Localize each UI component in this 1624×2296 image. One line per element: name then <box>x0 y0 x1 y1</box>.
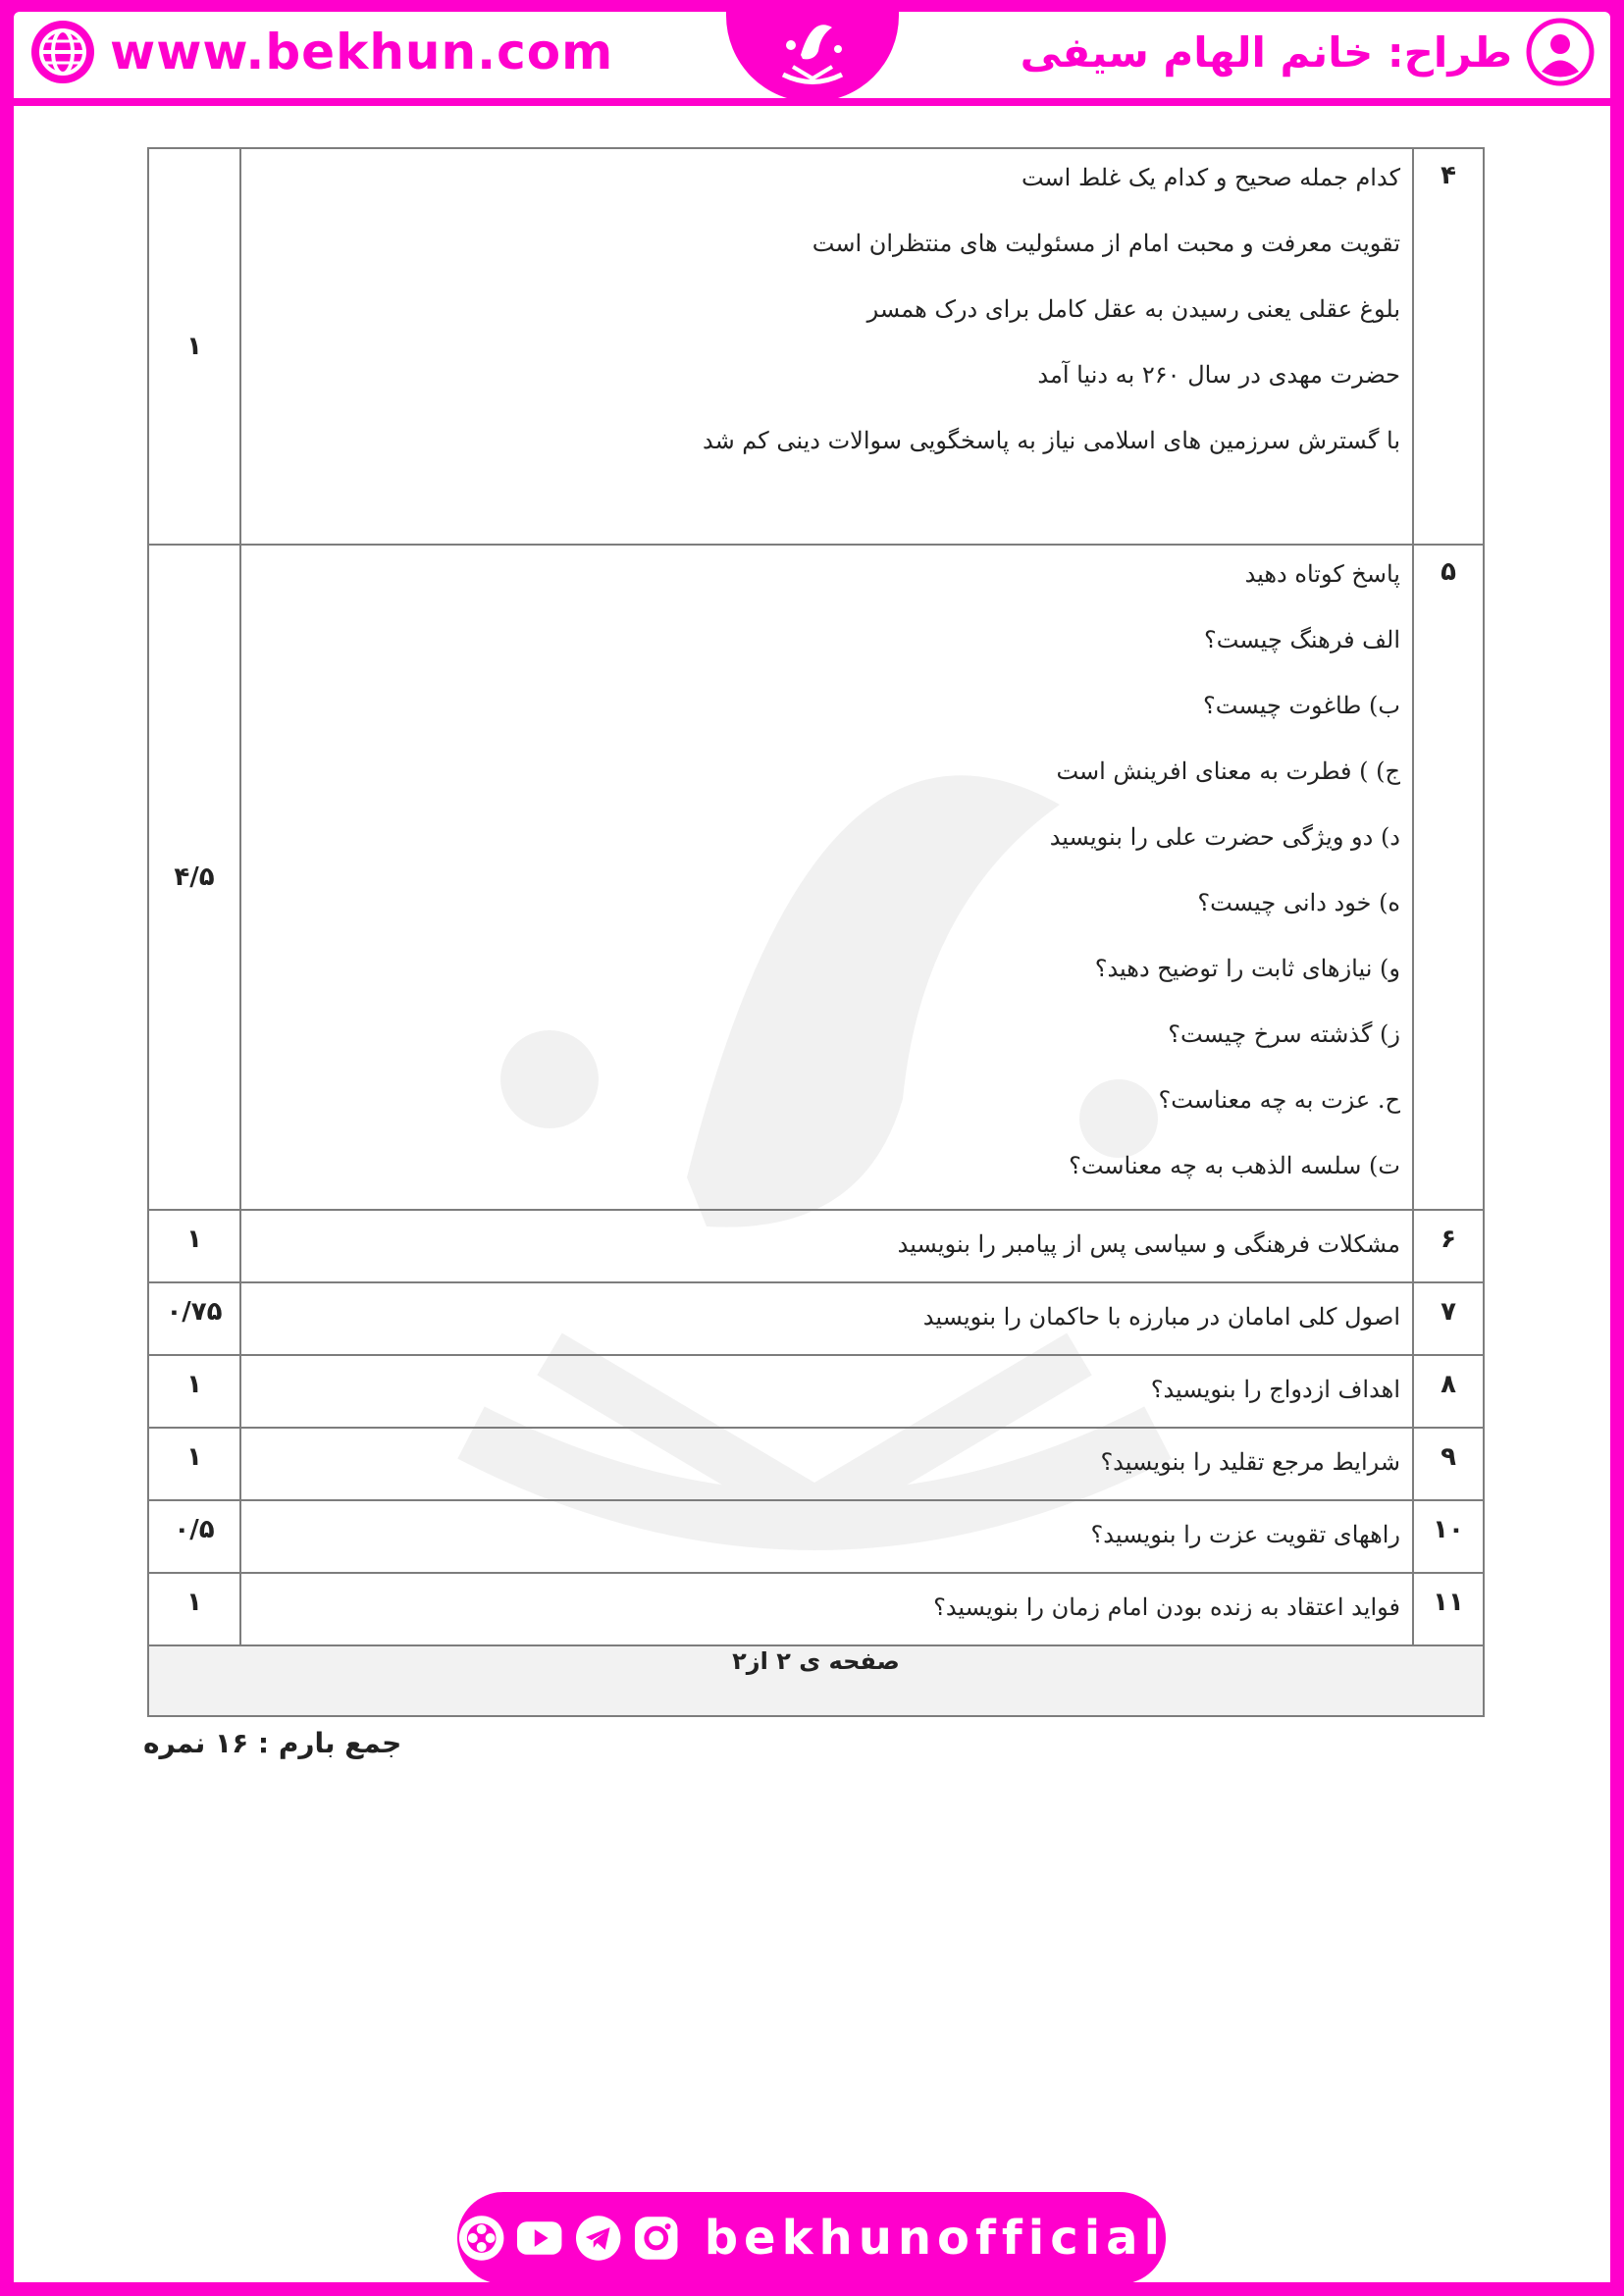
exam-table <box>147 147 1485 1717</box>
instagram-icon[interactable] <box>632 2214 680 2263</box>
user-icon <box>1526 18 1595 86</box>
question-line: اهداف ازدواج را بنویسید؟ <box>1150 1376 1400 1403</box>
question-text <box>240 1210 1413 1282</box>
question-row <box>148 1282 1484 1355</box>
question-line: ج) ) فطرت به معنای افرینش است <box>1056 757 1400 785</box>
logo-icon <box>763 6 862 96</box>
question-score: ۰/۷۵ <box>148 1282 240 1355</box>
question-score: ۱ <box>148 1428 240 1500</box>
question-text <box>240 1500 1413 1573</box>
question-line: اصول کلی امامان در مبارزه با حاکمان را بنویسید <box>922 1303 1400 1331</box>
question-row <box>148 1500 1484 1573</box>
question-line: ح. عزت به چه معناست؟ <box>1158 1086 1400 1114</box>
question-row <box>148 545 1484 1210</box>
question-row <box>148 1573 1484 1645</box>
question-line: پاسخ کوتاه دهید <box>1244 560 1400 588</box>
question-line: شرایط مرجع تقلید را بنویسید؟ <box>1100 1448 1400 1476</box>
question-text <box>240 1355 1413 1428</box>
question-line: الف فرهنگ چیست؟ <box>1204 626 1400 653</box>
question-text <box>240 148 1413 545</box>
question-number: ۱۰ <box>1413 1500 1484 1573</box>
page-footer-row <box>148 1645 1484 1716</box>
site-url[interactable]: www.bekhun.com <box>110 24 614 80</box>
designer-credit <box>1021 18 1595 86</box>
question-line: کدام جمله صحیح و کدام یک غلط است <box>1021 164 1400 191</box>
question-line: ب) طاغوت چیست؟ <box>1203 692 1400 719</box>
question-text <box>240 545 1413 1210</box>
question-line: د) دو ویژگی حضرت علی را بنویسید <box>1049 823 1400 851</box>
question-score: ۱ <box>148 148 240 545</box>
question-line: حضرت مهدی در سال ۲۶۰ به دنیا آمد <box>1037 361 1400 389</box>
question-number: ۸ <box>1413 1355 1484 1428</box>
question-line: و) نیازهای ثابت را توضیح دهید؟ <box>1094 955 1400 982</box>
question-line: بلوغ عقلی یعنی رسیدن به عقل کامل برای درک همسر <box>866 295 1400 323</box>
question-score: ۱ <box>148 1355 240 1428</box>
question-text <box>240 1428 1413 1500</box>
question-line: ز) گذشته سرخ چیست؟ <box>1168 1020 1400 1048</box>
question-score: ۴/۵ <box>148 545 240 1210</box>
question-number: ۵ <box>1413 545 1484 1210</box>
bottom-border <box>0 2282 1624 2296</box>
question-line: تقویت معرفت و محبت امام از مسئولیت های منتظران است <box>812 230 1400 257</box>
social-bar <box>457 2192 1166 2284</box>
question-row <box>148 1210 1484 1282</box>
question-line: فواید اعتقاد به زنده بودن امام زمان را بنویسید؟ <box>933 1593 1400 1621</box>
question-text <box>240 1573 1413 1645</box>
question-score: ۱ <box>148 1210 240 1282</box>
question-number: ۱۱ <box>1413 1573 1484 1645</box>
question-row <box>148 1428 1484 1500</box>
question-number: ۴ <box>1413 148 1484 545</box>
question-line: مشکلات فرهنگی و سیاسی پس از پیامبر را بنویسید <box>897 1230 1400 1258</box>
header-bar <box>0 0 1624 106</box>
social-handle[interactable]: bekhunofficial <box>704 2211 1166 2266</box>
site-link[interactable] <box>29 18 613 86</box>
telegram-icon[interactable] <box>574 2214 622 2263</box>
globe-icon <box>29 19 96 85</box>
aparat-icon[interactable] <box>457 2214 505 2263</box>
question-row <box>148 1355 1484 1428</box>
question-text <box>240 1282 1413 1355</box>
question-number: ۷ <box>1413 1282 1484 1355</box>
question-line: ت) سلسه الذهب به چه معناست؟ <box>1069 1152 1400 1179</box>
question-number: ۶ <box>1413 1210 1484 1282</box>
page-number: صفحه ی ۲ از۲ <box>148 1645 1484 1716</box>
question-score: ۰/۵ <box>148 1500 240 1573</box>
question-row <box>148 148 1484 545</box>
youtube-icon[interactable] <box>515 2214 563 2263</box>
total-score: جمع بارم : ۱۶ نمره <box>143 1727 402 1759</box>
designer-name: طراح: خانم الهام سیفی <box>1020 27 1512 77</box>
question-line: راههای تقویت عزت را بنویسید؟ <box>1090 1521 1400 1548</box>
question-line: ه) خود دانی چیست؟ <box>1197 889 1400 916</box>
question-line: با گسترش سرزمین های اسلامی نیاز به پاسخگویی سوالات دینی کم شد <box>702 427 1400 454</box>
question-score: ۱ <box>148 1573 240 1645</box>
question-number: ۹ <box>1413 1428 1484 1500</box>
